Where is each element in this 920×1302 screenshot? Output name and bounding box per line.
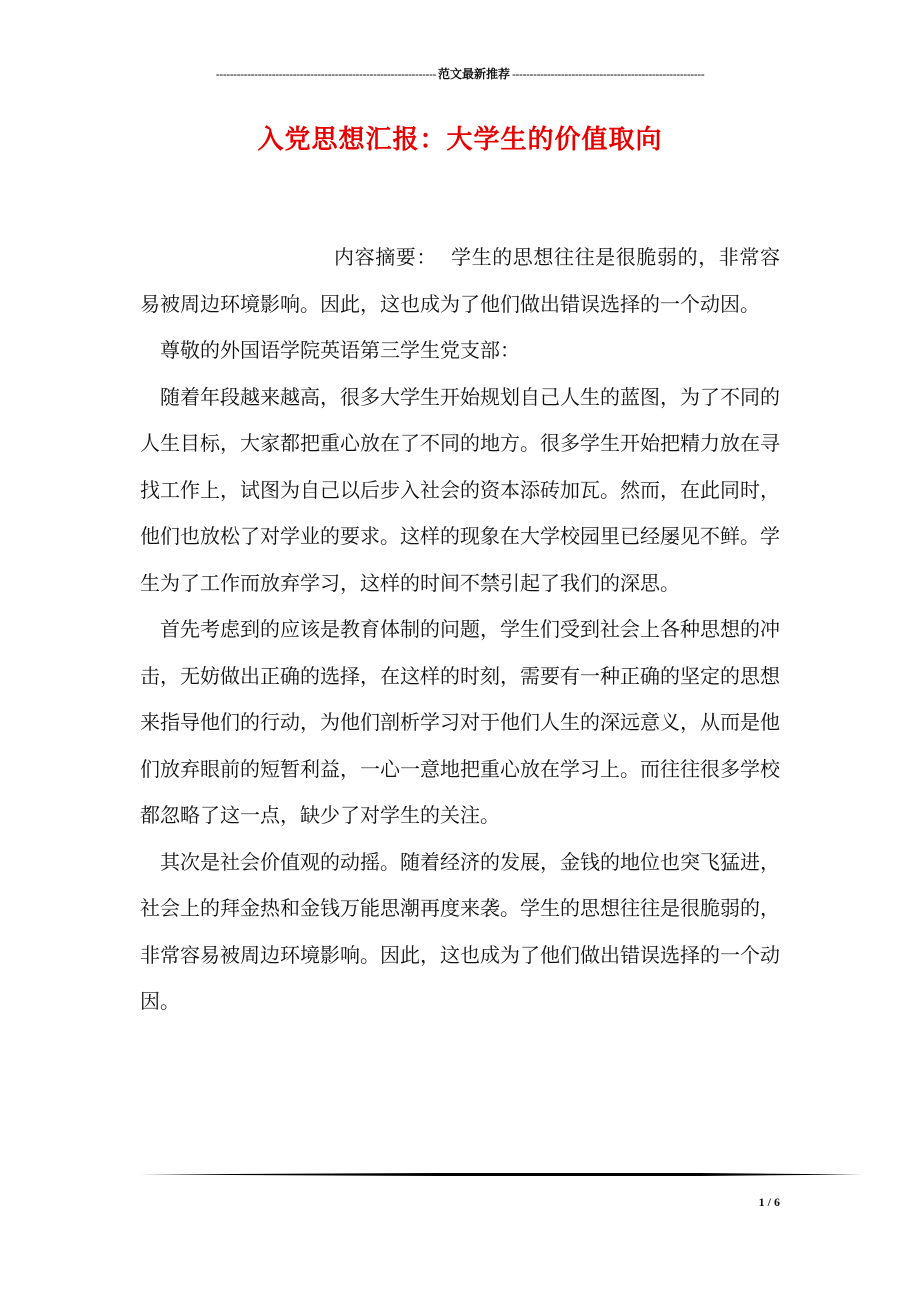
footer-divider: [140, 1170, 862, 1180]
abstract-text: 学生的思想往往是很脆弱的，非常容易被周边环境影响。因此，这也成为了他们做出错误选择的一个动因。: [140, 245, 780, 316]
header-dashes-right: -------------------------------------------------------: [511, 67, 705, 81]
page-header: [140, 64, 780, 84]
body-paragraph-1: 随着年段越来越高，很多大学生开始规划自己人生的蓝图，为了不同的人生目标，大家都把重心放在了不同的地方。很多学生开始把精力放在寻找工作上，试图为自己以后步入社会的资本添砖加瓦。然而，在此同时，他们也放松了对学业的要求。这样的现象在大学校园里已经屡见不鲜。学生为了工作而放弃学习，这样的时间不禁引起了我们的深思。: [140, 384, 780, 595]
abstract-paragraph: [140, 234, 780, 327]
footer-divider-stroke: [140, 1173, 862, 1176]
abstract-label: 内容摘要：: [334, 245, 437, 269]
salutation: 尊敬的外国语学院英语第三学生党支部：: [160, 338, 520, 362]
page-number: 1 / 6: [758, 1195, 780, 1209]
document-body: [140, 234, 780, 1025]
header-dashes-left: ---------------------------------------------------------------: [215, 67, 436, 81]
body-paragraph-2: 首先考虑到的应该是教育体制的问题，学生们受到社会上各种思想的冲击，无妨做出正确的选择，在这样的时刻，需要有一种正确的坚定的思想来指导他们的行动，为他们剖析学习对于他们人生的深远意义，从而是他们放弃眼前的短暂利益，一心一意地把重心放在学习上。而往往很多学校都忽略了这一点，缺少了对学生的关注。: [140, 617, 780, 827]
body-paragraph-3: 其次是社会价值观的动摇。随着经济的发展，金钱的地位也突飞猛进，社会上的拜金热和金钱万能思潮再度来袭。学生的思想往往是很脆弱的，非常容易被周边环境影响。因此，这也成为了他们做出错误选择的一个动因。: [140, 849, 780, 1013]
document-title: 入党思想汇报：大学生的价值取向: [257, 125, 663, 155]
header-label: 范文最新推荐: [437, 67, 510, 81]
